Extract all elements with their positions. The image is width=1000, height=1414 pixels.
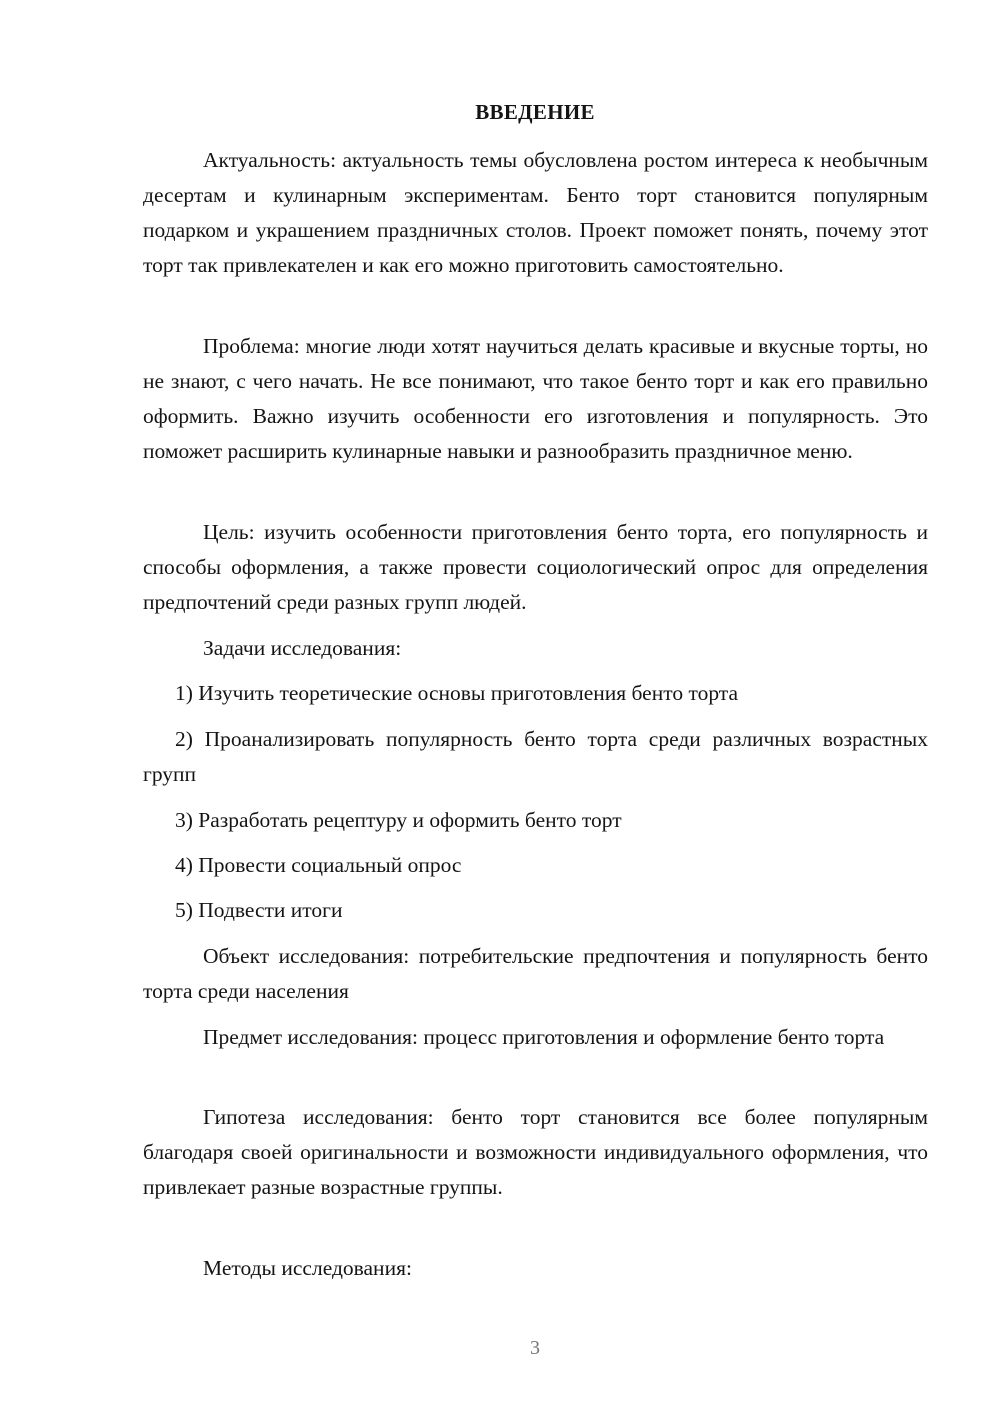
page-title: ВВЕДЕНИЕ <box>475 100 595 124</box>
paragraph-goal: Цель: изучить особенности приготовления бенто торта, его популярность и способы оформления, а также провести социологический опрос для определения предпочтений среди разных групп людей. <box>143 520 928 614</box>
list-item: 1) Изучить теоретические основы приготовления бенто торта <box>175 681 738 705</box>
page-number: 3 <box>530 1337 540 1359</box>
paragraph-tasks-heading: Задачи исследования: <box>203 636 402 660</box>
list-item: 2) Проанализировать популярность бенто торта среди различных возрастных групп <box>143 727 928 786</box>
paragraph-hypothesis: Гипотеза исследования: бенто торт становится все более популярным благодаря своей оригинальности и возможности индивидуального оформления, что привлекает разные возрастные группы. <box>143 1105 928 1199</box>
paragraph-methods: Методы исследования: <box>203 1256 412 1280</box>
list-item: 5) Подвести итоги <box>175 898 343 922</box>
paragraph-subject: Предмет исследования: процесс приготовления и оформление бенто торта <box>203 1025 885 1049</box>
paragraph-object: Объект исследования: потребительские предпочтения и популярность бенто торта среди населения <box>143 944 928 1003</box>
list-item: 3) Разработать рецептуру и оформить бенто торт <box>175 808 622 832</box>
paragraph-problem: Проблема: многие люди хотят научиться делать красивые и вкусные торты, но не знают, с чего начать. Не все понимают, что такое бенто торт и как его правильно оформить. Важно изучить особенности его изготовления и популярность. Это поможет расширить кулинарные навыки и разнообразить праздничное меню. <box>143 334 928 463</box>
paragraph-relevance: Актуальность: актуальность темы обусловлена ростом интереса к необычным десертам и кулинарным экспериментам. Бенто торт становится популярным подарком и украшением праздничных столов. Проект поможет понять, почему этот торт так привлекателен и как его можно приготовить самостоятельно. <box>143 148 928 277</box>
list-item: 4) Провести социальный опрос <box>175 853 462 877</box>
